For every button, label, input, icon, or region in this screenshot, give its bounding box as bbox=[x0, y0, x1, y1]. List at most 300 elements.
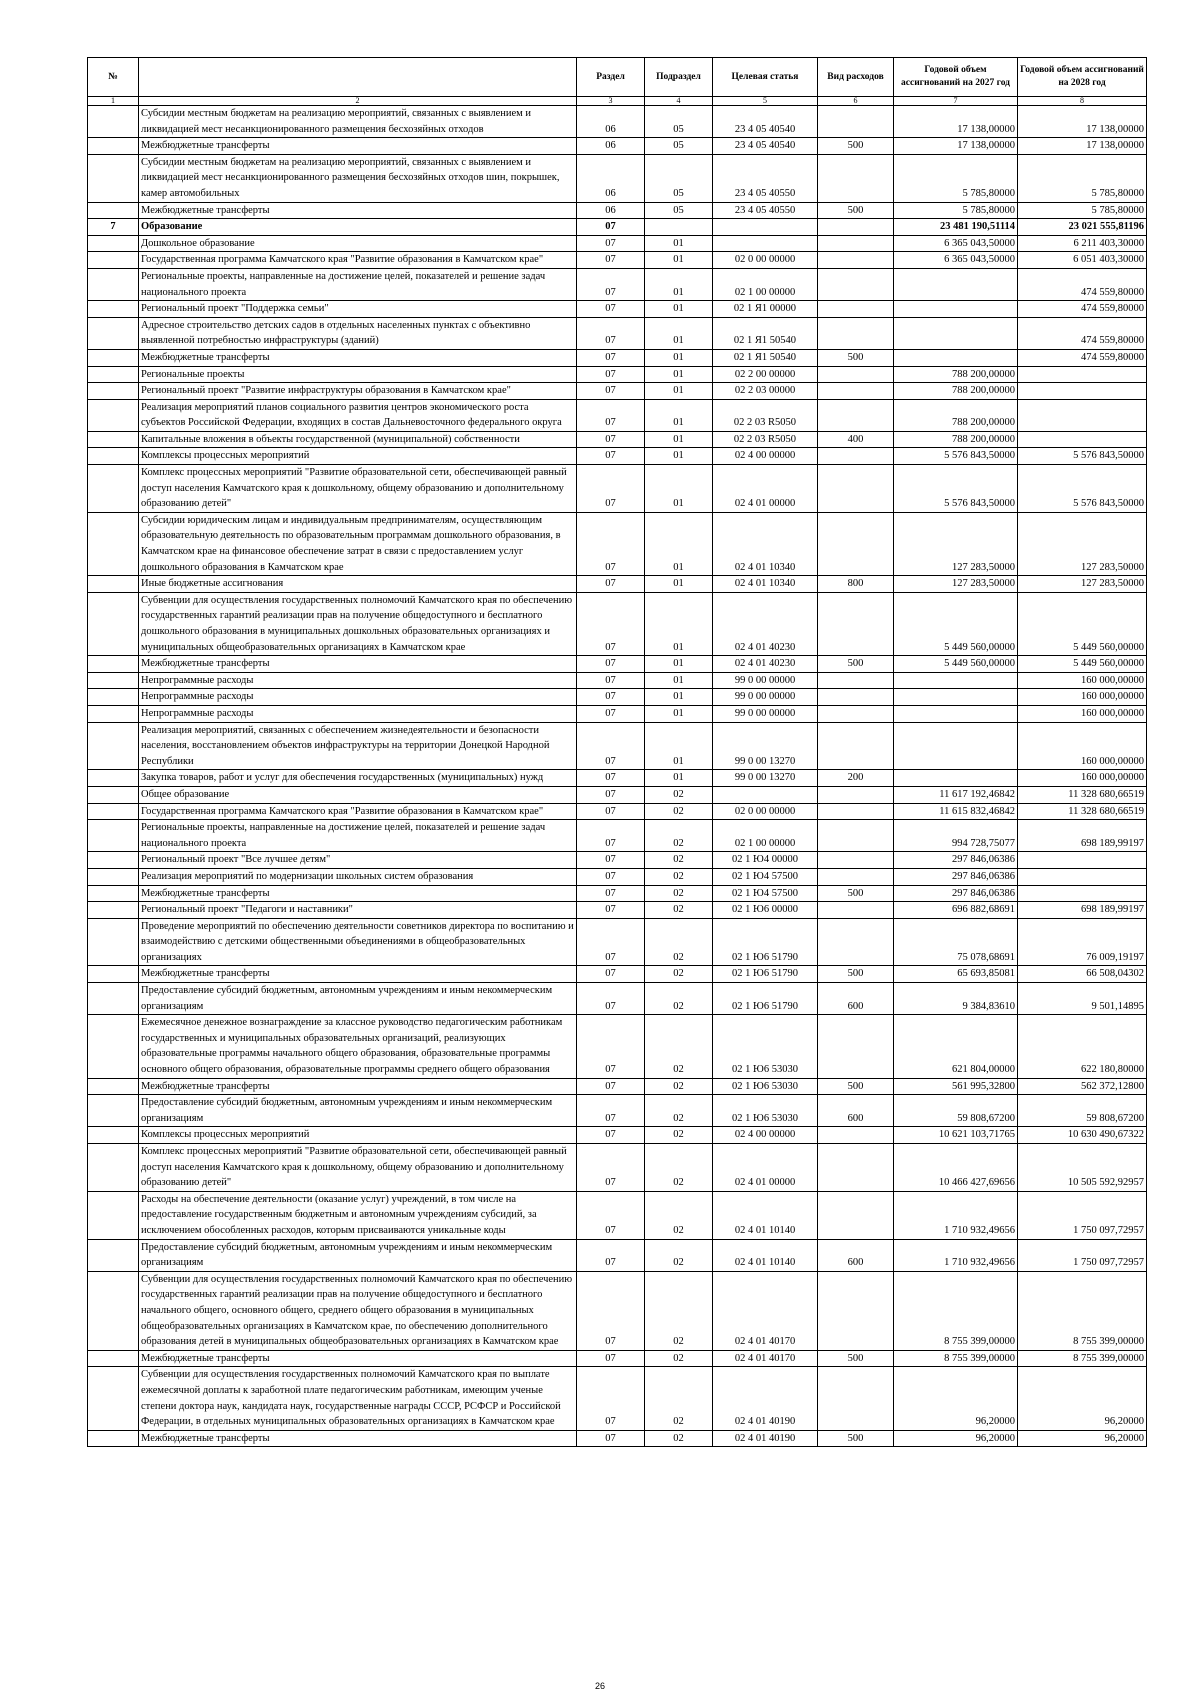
amount-2028-cell bbox=[1018, 885, 1147, 902]
podrazdel-cell: 02 bbox=[645, 902, 713, 919]
target-article-cell: 02 1 Ю4 57500 bbox=[713, 868, 818, 885]
row-number-cell bbox=[88, 366, 139, 383]
row-number-cell bbox=[88, 1350, 139, 1367]
expense-type-cell: 600 bbox=[818, 1239, 894, 1271]
podrazdel-cell: 01 bbox=[645, 349, 713, 366]
amount-2028-cell bbox=[1018, 399, 1147, 431]
item-name-cell: Межбюджетные трансферты bbox=[139, 349, 577, 366]
expense-type-cell: 600 bbox=[818, 983, 894, 1015]
expense-type-cell bbox=[818, 592, 894, 655]
razdel-cell: 07 bbox=[577, 383, 645, 400]
column-number: 2 bbox=[139, 97, 577, 106]
target-article-cell: 02 4 01 40190 bbox=[713, 1430, 818, 1447]
table-row bbox=[88, 154, 1147, 202]
expense-type-cell bbox=[818, 448, 894, 465]
razdel-cell: 07 bbox=[577, 235, 645, 252]
expense-type-cell bbox=[818, 1191, 894, 1239]
amount-2027-cell: 1 710 932,49656 bbox=[894, 1239, 1018, 1271]
amount-2028-cell: 76 009,19197 bbox=[1018, 918, 1147, 966]
podrazdel-cell: 02 bbox=[645, 852, 713, 869]
razdel-cell: 07 bbox=[577, 1239, 645, 1271]
expense-type-cell bbox=[818, 383, 894, 400]
target-article-cell: 02 1 Ю6 53030 bbox=[713, 1015, 818, 1078]
row-number-cell bbox=[88, 301, 139, 318]
target-article-cell: 02 4 00 00000 bbox=[713, 1127, 818, 1144]
expense-type-cell bbox=[818, 268, 894, 300]
amount-2028-cell bbox=[1018, 366, 1147, 383]
razdel-cell: 07 bbox=[577, 1095, 645, 1127]
podrazdel-cell: 02 bbox=[645, 1127, 713, 1144]
podrazdel-cell: 01 bbox=[645, 576, 713, 593]
target-article-cell: 02 1 Ю6 51790 bbox=[713, 966, 818, 983]
podrazdel-cell: 02 bbox=[645, 966, 713, 983]
target-article-cell: 02 4 01 10140 bbox=[713, 1239, 818, 1271]
expense-type-cell bbox=[818, 252, 894, 269]
amount-2028-cell: 474 559,80000 bbox=[1018, 268, 1147, 300]
amount-2027-cell: 297 846,06386 bbox=[894, 885, 1018, 902]
podrazdel-cell: 01 bbox=[645, 770, 713, 787]
table-row bbox=[88, 366, 1147, 383]
row-number-cell bbox=[88, 1078, 139, 1095]
razdel-cell: 07 bbox=[577, 465, 645, 513]
table-body bbox=[88, 106, 1147, 1447]
podrazdel-cell: 05 bbox=[645, 106, 713, 138]
amount-2028-cell: 9 501,14895 bbox=[1018, 983, 1147, 1015]
podrazdel-cell: 01 bbox=[645, 689, 713, 706]
target-article-cell: 02 2 03 R5050 bbox=[713, 431, 818, 448]
target-article-cell: 02 2 03 R5050 bbox=[713, 399, 818, 431]
item-name-cell: Комплекс процессных мероприятий "Развитие образовательной сети, обеспечивающей равный доступ населения Камчатского края к дошкольному, общему образованию и дополнительному образованию детей" bbox=[139, 1144, 577, 1192]
amount-2027-cell: 5 449 560,00000 bbox=[894, 656, 1018, 673]
razdel-cell: 07 bbox=[577, 301, 645, 318]
expense-type-cell bbox=[818, 366, 894, 383]
amount-2027-cell: 96,20000 bbox=[894, 1367, 1018, 1430]
amount-2027-cell: 8 755 399,00000 bbox=[894, 1350, 1018, 1367]
amount-2028-cell: 622 180,80000 bbox=[1018, 1015, 1147, 1078]
target-article-cell: 02 4 01 40230 bbox=[713, 656, 818, 673]
target-article-cell: 02 1 Ю6 00000 bbox=[713, 902, 818, 919]
expense-type-cell: 500 bbox=[818, 202, 894, 219]
target-article-cell: 02 4 01 40170 bbox=[713, 1350, 818, 1367]
column-number: 6 bbox=[818, 97, 894, 106]
amount-2027-cell: 5 576 843,50000 bbox=[894, 465, 1018, 513]
item-name-cell: Непрограммные расходы bbox=[139, 705, 577, 722]
row-number-cell bbox=[88, 1367, 139, 1430]
amount-2028-cell bbox=[1018, 383, 1147, 400]
table-row bbox=[88, 268, 1147, 300]
podrazdel-cell: 02 bbox=[645, 1095, 713, 1127]
razdel-cell: 07 bbox=[577, 966, 645, 983]
podrazdel-cell: 02 bbox=[645, 803, 713, 820]
row-number-cell bbox=[88, 383, 139, 400]
row-number-cell bbox=[88, 1239, 139, 1271]
item-name-cell: Комплексы процессных мероприятий bbox=[139, 448, 577, 465]
razdel-cell: 07 bbox=[577, 512, 645, 575]
expense-type-cell bbox=[818, 852, 894, 869]
table-row bbox=[88, 1350, 1147, 1367]
table-row bbox=[88, 820, 1147, 852]
target-article-cell: 99 0 00 00000 bbox=[713, 672, 818, 689]
razdel-cell: 07 bbox=[577, 592, 645, 655]
expense-type-cell: 200 bbox=[818, 770, 894, 787]
amount-2027-cell bbox=[894, 317, 1018, 349]
amount-2027-cell: 788 200,00000 bbox=[894, 383, 1018, 400]
expense-type-cell: 500 bbox=[818, 656, 894, 673]
amount-2027-cell: 8 755 399,00000 bbox=[894, 1271, 1018, 1350]
item-name-cell: Предоставление субсидий бюджетным, автономным учреждениям и иным некоммерческим организациям bbox=[139, 1095, 577, 1127]
table-row bbox=[88, 803, 1147, 820]
target-article-cell: 02 4 01 10140 bbox=[713, 1191, 818, 1239]
amount-2027-cell: 127 283,50000 bbox=[894, 512, 1018, 575]
razdel-cell: 07 bbox=[577, 672, 645, 689]
row-number-cell bbox=[88, 138, 139, 155]
row-number-cell bbox=[88, 202, 139, 219]
razdel-cell: 07 bbox=[577, 902, 645, 919]
amount-2027-cell: 127 283,50000 bbox=[894, 576, 1018, 593]
table-row bbox=[88, 301, 1147, 318]
razdel-cell: 07 bbox=[577, 770, 645, 787]
podrazdel-cell: 02 bbox=[645, 868, 713, 885]
item-name-cell: Региональный проект "Поддержка семьи" bbox=[139, 301, 577, 318]
expense-type-cell: 600 bbox=[818, 1095, 894, 1127]
amount-2028-cell bbox=[1018, 852, 1147, 869]
target-article-cell: 02 2 03 00000 bbox=[713, 383, 818, 400]
amount-2028-cell: 5 449 560,00000 bbox=[1018, 592, 1147, 655]
amount-2027-cell bbox=[894, 689, 1018, 706]
expense-type-cell bbox=[818, 317, 894, 349]
razdel-cell: 07 bbox=[577, 689, 645, 706]
item-name-cell: Реализация мероприятий планов социального развития центров экономического роста субъектов Российской Федерации, входящих в состав Дальневосточного федерального округа bbox=[139, 399, 577, 431]
razdel-cell: 07 bbox=[577, 268, 645, 300]
amount-2027-cell bbox=[894, 770, 1018, 787]
podrazdel-cell: 05 bbox=[645, 138, 713, 155]
amount-2027-cell: 59 808,67200 bbox=[894, 1095, 1018, 1127]
item-name-cell: Адресное строительство детских садов в отдельных населенных пунктах с объективно выявленной потребностью инфраструктуры (зданий) bbox=[139, 317, 577, 349]
target-article-cell: 99 0 00 00000 bbox=[713, 689, 818, 706]
table-row bbox=[88, 1015, 1147, 1078]
razdel-cell: 07 bbox=[577, 252, 645, 269]
row-number-cell bbox=[88, 465, 139, 513]
razdel-cell: 07 bbox=[577, 431, 645, 448]
expense-type-cell bbox=[818, 154, 894, 202]
row-number-cell bbox=[88, 820, 139, 852]
amount-2027-cell: 788 200,00000 bbox=[894, 366, 1018, 383]
amount-2027-cell: 297 846,06386 bbox=[894, 852, 1018, 869]
target-article-cell: 02 1 Ю6 51790 bbox=[713, 918, 818, 966]
amount-2028-cell: 5 449 560,00000 bbox=[1018, 656, 1147, 673]
item-name-cell: Межбюджетные трансферты bbox=[139, 1078, 577, 1095]
row-number-cell bbox=[88, 770, 139, 787]
amount-2028-cell: 8 755 399,00000 bbox=[1018, 1271, 1147, 1350]
row-number-cell bbox=[88, 252, 139, 269]
row-number-cell bbox=[88, 349, 139, 366]
podrazdel-cell: 02 bbox=[645, 1430, 713, 1447]
podrazdel-cell: 01 bbox=[645, 317, 713, 349]
row-number-cell bbox=[88, 431, 139, 448]
table-row bbox=[88, 448, 1147, 465]
razdel-cell: 07 bbox=[577, 918, 645, 966]
expense-type-cell bbox=[818, 1127, 894, 1144]
amount-2028-cell: 1 750 097,72957 bbox=[1018, 1239, 1147, 1271]
amount-2027-cell: 621 804,00000 bbox=[894, 1015, 1018, 1078]
amount-2027-cell: 788 200,00000 bbox=[894, 431, 1018, 448]
table-row bbox=[88, 852, 1147, 869]
target-article-cell: 02 1 Ю6 53030 bbox=[713, 1078, 818, 1095]
amount-2028-cell: 474 559,80000 bbox=[1018, 349, 1147, 366]
podrazdel-cell: 02 bbox=[645, 918, 713, 966]
podrazdel-cell: 01 bbox=[645, 448, 713, 465]
podrazdel-cell: 02 bbox=[645, 1350, 713, 1367]
podrazdel-cell: 02 bbox=[645, 983, 713, 1015]
amount-2028-cell: 11 328 680,66519 bbox=[1018, 786, 1147, 803]
table-row bbox=[88, 252, 1147, 269]
item-name-cell: Субвенции для осуществления государственных полномочий Камчатского края по обеспечению государственных гарантий реализации прав на получение общедоступного и бесплатного дошкольного образования в муниципальных дошкольных образовательных организациях и муниципальных общеобразовательных организациях в Камчатском крае bbox=[139, 592, 577, 655]
row-number-cell bbox=[88, 983, 139, 1015]
amount-2027-cell bbox=[894, 672, 1018, 689]
table-row bbox=[88, 465, 1147, 513]
amount-2027-cell: 11 617 192,46842 bbox=[894, 786, 1018, 803]
row-number-cell bbox=[88, 966, 139, 983]
expense-type-cell bbox=[818, 301, 894, 318]
expense-type-cell bbox=[818, 803, 894, 820]
row-number-cell bbox=[88, 235, 139, 252]
podrazdel-cell: 02 bbox=[645, 820, 713, 852]
target-article-cell: 02 1 Ю6 53030 bbox=[713, 1095, 818, 1127]
amount-2028-cell: 96,20000 bbox=[1018, 1430, 1147, 1447]
expense-type-cell bbox=[818, 722, 894, 770]
razdel-cell: 06 bbox=[577, 106, 645, 138]
amount-2028-cell: 17 138,00000 bbox=[1018, 106, 1147, 138]
amount-2027-cell: 17 138,00000 bbox=[894, 106, 1018, 138]
expense-type-cell bbox=[818, 786, 894, 803]
column-number: 8 bbox=[1018, 97, 1147, 106]
razdel-cell: 07 bbox=[577, 1144, 645, 1192]
table-row bbox=[88, 1367, 1147, 1430]
target-article-cell: 99 0 00 13270 bbox=[713, 770, 818, 787]
expense-type-cell: 500 bbox=[818, 885, 894, 902]
row-number-cell bbox=[88, 672, 139, 689]
item-name-cell: Государственная программа Камчатского края "Развитие образования в Камчатском крае" bbox=[139, 803, 577, 820]
amount-2027-cell bbox=[894, 705, 1018, 722]
row-number-cell bbox=[88, 918, 139, 966]
header-podrazdel: Подраздел bbox=[645, 58, 713, 97]
podrazdel-cell: 01 bbox=[645, 268, 713, 300]
expense-type-cell bbox=[818, 106, 894, 138]
amount-2028-cell: 5 785,80000 bbox=[1018, 202, 1147, 219]
razdel-cell: 06 bbox=[577, 202, 645, 219]
target-article-cell: 23 4 05 40550 bbox=[713, 202, 818, 219]
podrazdel-cell: 01 bbox=[645, 672, 713, 689]
item-name-cell: Дошкольное образование bbox=[139, 235, 577, 252]
amount-2027-cell: 994 728,75077 bbox=[894, 820, 1018, 852]
item-name-cell: Межбюджетные трансферты bbox=[139, 656, 577, 673]
item-name-cell: Региональный проект "Педагоги и наставники" bbox=[139, 902, 577, 919]
amount-2027-cell: 5 576 843,50000 bbox=[894, 448, 1018, 465]
table-row bbox=[88, 349, 1147, 366]
amount-2027-cell: 96,20000 bbox=[894, 1430, 1018, 1447]
item-name-cell: Региональные проекты, направленные на достижение целей, показателей и решение задач национального проекта bbox=[139, 820, 577, 852]
table-row bbox=[88, 770, 1147, 787]
table-row bbox=[88, 1239, 1147, 1271]
item-name-cell: Реализация мероприятий по модернизации школьных систем образования bbox=[139, 868, 577, 885]
header-razdel: Раздел bbox=[577, 58, 645, 97]
table-row bbox=[88, 317, 1147, 349]
razdel-cell: 07 bbox=[577, 868, 645, 885]
row-number-cell bbox=[88, 1271, 139, 1350]
row-number-cell bbox=[88, 399, 139, 431]
item-name-cell: Региональные проекты bbox=[139, 366, 577, 383]
razdel-cell: 07 bbox=[577, 399, 645, 431]
amount-2027-cell: 10 621 103,71765 bbox=[894, 1127, 1018, 1144]
amount-2028-cell: 59 808,67200 bbox=[1018, 1095, 1147, 1127]
row-number-cell bbox=[88, 1144, 139, 1192]
column-number: 1 bbox=[88, 97, 139, 106]
item-name-cell: Капитальные вложения в объекты государственной (муниципальной) собственности bbox=[139, 431, 577, 448]
target-article-cell: 02 1 Я1 00000 bbox=[713, 301, 818, 318]
table-row bbox=[88, 722, 1147, 770]
item-name-cell: Межбюджетные трансферты bbox=[139, 202, 577, 219]
amount-2027-cell bbox=[894, 301, 1018, 318]
target-article-cell: 02 4 01 40170 bbox=[713, 1271, 818, 1350]
row-number-cell bbox=[88, 689, 139, 706]
amount-2027-cell: 1 710 932,49656 bbox=[894, 1191, 1018, 1239]
amount-2028-cell: 698 189,99197 bbox=[1018, 902, 1147, 919]
table-row bbox=[88, 106, 1147, 138]
podrazdel-cell: 01 bbox=[645, 512, 713, 575]
table-row bbox=[88, 383, 1147, 400]
expense-type-cell bbox=[818, 820, 894, 852]
expense-type-cell bbox=[818, 1271, 894, 1350]
row-number-cell bbox=[88, 656, 139, 673]
amount-2028-cell: 474 559,80000 bbox=[1018, 317, 1147, 349]
podrazdel-cell: 02 bbox=[645, 1015, 713, 1078]
expense-type-cell: 500 bbox=[818, 138, 894, 155]
amount-2027-cell: 75 078,68691 bbox=[894, 918, 1018, 966]
target-article-cell: 02 4 01 40190 bbox=[713, 1367, 818, 1430]
expense-type-cell: 500 bbox=[818, 1078, 894, 1095]
amount-2028-cell: 160 000,00000 bbox=[1018, 672, 1147, 689]
header-expense-type: Вид расходов bbox=[818, 58, 894, 97]
amount-2028-cell: 160 000,00000 bbox=[1018, 770, 1147, 787]
target-article-cell: 23 4 05 40540 bbox=[713, 138, 818, 155]
razdel-cell: 06 bbox=[577, 154, 645, 202]
table-row bbox=[88, 1127, 1147, 1144]
podrazdel-cell: 01 bbox=[645, 301, 713, 318]
expense-type-cell: 500 bbox=[818, 1350, 894, 1367]
target-article-cell: 02 1 00 00000 bbox=[713, 820, 818, 852]
table-row bbox=[88, 983, 1147, 1015]
expense-type-cell bbox=[818, 399, 894, 431]
target-article-cell: 02 4 00 00000 bbox=[713, 448, 818, 465]
table-row bbox=[88, 1430, 1147, 1447]
podrazdel-cell: 02 bbox=[645, 1367, 713, 1430]
amount-2028-cell: 11 328 680,66519 bbox=[1018, 803, 1147, 820]
row-number-cell bbox=[88, 852, 139, 869]
amount-2028-cell: 8 755 399,00000 bbox=[1018, 1350, 1147, 1367]
table-row bbox=[88, 705, 1147, 722]
razdel-cell: 07 bbox=[577, 1430, 645, 1447]
target-article-cell: 99 0 00 00000 bbox=[713, 705, 818, 722]
amount-2028-cell: 5 785,80000 bbox=[1018, 154, 1147, 202]
target-article-cell: 02 1 00 00000 bbox=[713, 268, 818, 300]
item-name-cell: Предоставление субсидий бюджетным, автономным учреждениям и иным некоммерческим организациям bbox=[139, 1239, 577, 1271]
item-name-cell: Региональные проекты, направленные на достижение целей, показателей и решение задач национального проекта bbox=[139, 268, 577, 300]
amount-2027-cell: 696 882,68691 bbox=[894, 902, 1018, 919]
table-row bbox=[88, 399, 1147, 431]
podrazdel-cell: 01 bbox=[645, 705, 713, 722]
expense-type-cell bbox=[818, 1144, 894, 1192]
expense-type-cell bbox=[818, 672, 894, 689]
expense-type-cell bbox=[818, 512, 894, 575]
target-article-cell: 02 4 01 10340 bbox=[713, 576, 818, 593]
item-name-cell: Комплексы процессных мероприятий bbox=[139, 1127, 577, 1144]
table-row bbox=[88, 656, 1147, 673]
podrazdel-cell: 02 bbox=[645, 786, 713, 803]
table-row bbox=[88, 918, 1147, 966]
target-article-cell: 02 1 Ю4 00000 bbox=[713, 852, 818, 869]
podrazdel-cell: 01 bbox=[645, 235, 713, 252]
podrazdel-cell: 01 bbox=[645, 399, 713, 431]
podrazdel-cell: 01 bbox=[645, 383, 713, 400]
header-amount-2028: Годовой объем ассигнований на 2028 год bbox=[1018, 58, 1147, 97]
item-name-cell: Субсидии местным бюджетам на реализацию мероприятий, связанных с выявлением и ликвидацией мест несанкционированного размещения бесхозяйных отходов bbox=[139, 106, 577, 138]
table-row bbox=[88, 1095, 1147, 1127]
table-row bbox=[88, 689, 1147, 706]
amount-2028-cell: 698 189,99197 bbox=[1018, 820, 1147, 852]
expense-type-cell bbox=[818, 689, 894, 706]
target-article-cell: 02 1 Ю6 51790 bbox=[713, 983, 818, 1015]
target-article-cell: 02 4 01 40230 bbox=[713, 592, 818, 655]
razdel-cell: 07 bbox=[577, 722, 645, 770]
table-row bbox=[88, 1078, 1147, 1095]
item-name-cell: Образование bbox=[139, 219, 577, 236]
item-name-cell: Региональный проект "Развитие инфраструктуры образования в Камчатском крае" bbox=[139, 383, 577, 400]
podrazdel-cell: 01 bbox=[645, 465, 713, 513]
amount-2028-cell: 5 576 843,50000 bbox=[1018, 448, 1147, 465]
amount-2028-cell: 66 508,04302 bbox=[1018, 966, 1147, 983]
row-number-cell bbox=[88, 722, 139, 770]
amount-2027-cell: 6 365 043,50000 bbox=[894, 235, 1018, 252]
razdel-cell: 07 bbox=[577, 983, 645, 1015]
row-number-cell bbox=[88, 448, 139, 465]
podrazdel-cell: 01 bbox=[645, 252, 713, 269]
amount-2028-cell: 562 372,12800 bbox=[1018, 1078, 1147, 1095]
expense-type-cell bbox=[818, 705, 894, 722]
podrazdel-cell: 02 bbox=[645, 1144, 713, 1192]
razdel-cell: 07 bbox=[577, 786, 645, 803]
podrazdel-cell: 02 bbox=[645, 1271, 713, 1350]
table-row bbox=[88, 202, 1147, 219]
row-number-cell bbox=[88, 154, 139, 202]
expense-type-cell bbox=[818, 902, 894, 919]
target-article-cell: 02 4 01 00000 bbox=[713, 465, 818, 513]
item-name-cell: Непрограммные расходы bbox=[139, 689, 577, 706]
table-row bbox=[88, 1191, 1147, 1239]
row-number-cell bbox=[88, 317, 139, 349]
podrazdel-cell: 01 bbox=[645, 431, 713, 448]
table-row bbox=[88, 138, 1147, 155]
razdel-cell: 07 bbox=[577, 448, 645, 465]
row-number-cell bbox=[88, 885, 139, 902]
target-article-cell: 02 1 Ю4 57500 bbox=[713, 885, 818, 902]
amount-2028-cell: 160 000,00000 bbox=[1018, 722, 1147, 770]
table-row bbox=[88, 966, 1147, 983]
expense-type-cell: 500 bbox=[818, 966, 894, 983]
amount-2028-cell: 17 138,00000 bbox=[1018, 138, 1147, 155]
amount-2028-cell: 5 576 843,50000 bbox=[1018, 465, 1147, 513]
podrazdel-cell: 02 bbox=[645, 885, 713, 902]
column-number: 4 bbox=[645, 97, 713, 106]
